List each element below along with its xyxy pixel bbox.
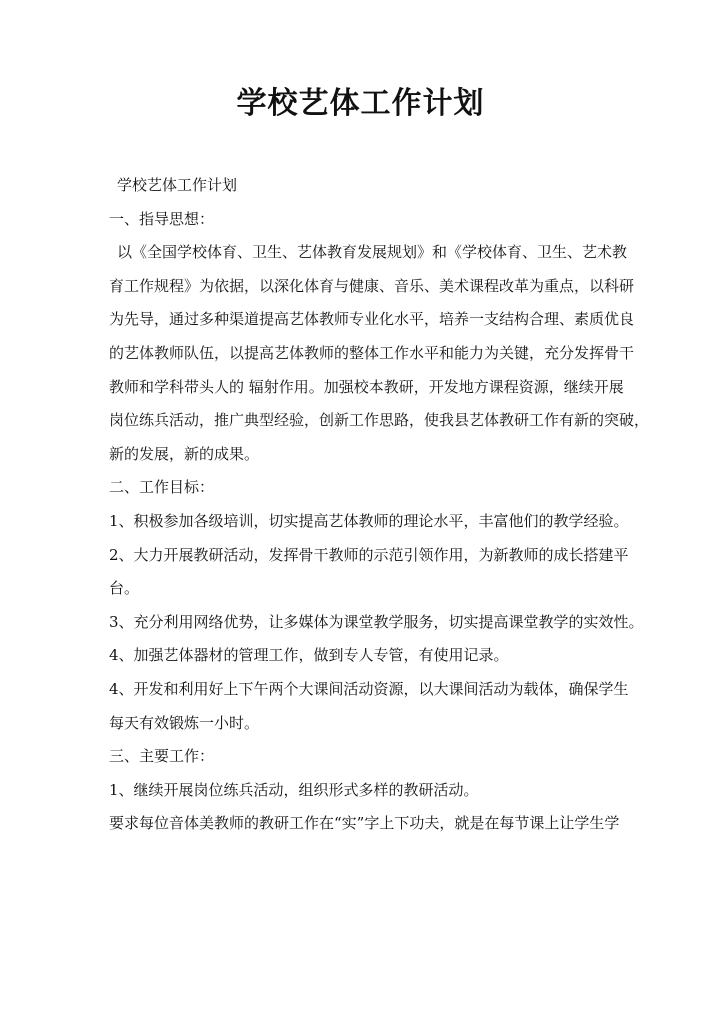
paragraph-line: 要求每位音体美教师的教研工作在“实”字上下功夫，就是在每节课上让学生学 bbox=[109, 814, 620, 833]
goal-item-3: 3、充分利用网络优势，让多媒体为课堂教学服务，切实提高课堂教学的实效性。 bbox=[109, 612, 644, 631]
paragraph-line: 岗位练兵活动，推广典型经验，创新工作思路，使我县艺体教研工作有新的突破， bbox=[109, 411, 650, 430]
goal-item-2-cont: 台。 bbox=[109, 579, 140, 598]
paragraph-line: 以《全国学校体育、卫生、艺体教育发展规划》和《学校体育、卫生、艺术教 bbox=[117, 243, 628, 262]
section-heading-main-work: 三、主要工作： bbox=[109, 747, 215, 766]
document-body bbox=[109, 172, 650, 844]
paragraph-line: 教师和学科带头人的 辐射作用。加强校本教研，开发地方课程资源，继续开展 bbox=[109, 377, 624, 396]
document-title: 学校艺体工作计划 bbox=[236, 86, 485, 121]
paragraph-line: 的艺体教师队伍，以提高艺体教师的整体工作水平和能力为关键，充分发挥骨干 bbox=[109, 343, 635, 362]
paragraph-line: 为先导，通过多种渠道提高艺体教师专业化水平，培养一支结构合理、素质优良 bbox=[109, 310, 635, 329]
section-heading-work-goals: 二、工作目标： bbox=[109, 478, 215, 497]
paragraph-line: 新的发展，新的成果。 bbox=[109, 444, 260, 463]
goal-item-4b: 4、开发和利用好上下午两个大课间活动资源，以大课间活动为载体，确保学生 bbox=[109, 679, 629, 698]
goal-item-4: 4、加强艺体器材的管理工作，做到专人专管，有使用记录。 bbox=[109, 646, 509, 665]
section-heading-guiding-thought: 一、指导思想： bbox=[109, 209, 215, 228]
goal-item-1: 1、积极参加各级培训，切实提高艺体教师的理论水平，丰富他们的教学经验。 bbox=[109, 511, 629, 530]
paragraph-line: 育工作规程》为依据，以深化体育与健康、音乐、美术课程改革为重点，以科研 bbox=[109, 276, 635, 295]
subtitle: 学校艺体工作计划 bbox=[117, 176, 238, 194]
goal-item-4b-cont: 每天有效锻炼一小时。 bbox=[109, 713, 260, 732]
goal-item-2: 2、大力开展教研活动，发挥骨干教师的示范引领作用，为新教师的成长搭建平 bbox=[109, 545, 629, 564]
work-item-1: 1、继续开展岗位练兵活动，组织形式多样的教研活动。 bbox=[109, 780, 479, 799]
